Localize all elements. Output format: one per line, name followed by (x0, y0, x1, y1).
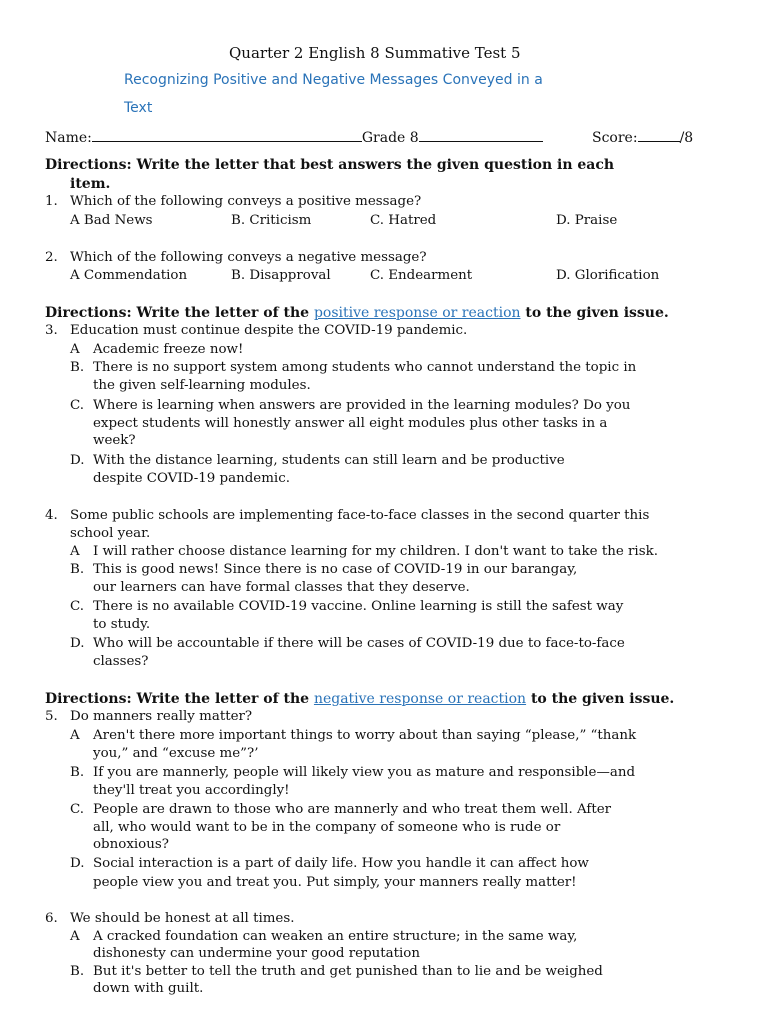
question-6-choice-a-line1: A cracked foundation can weaken an entire structure; in the same way, (93, 929, 578, 944)
question-5-choice-c-line1: People are drawn to those who are mannerly and who treat them well. After (93, 802, 612, 817)
question-4-text-line1: Some public schools are implementing face-to-face classes in the second quarter this (70, 508, 650, 523)
directions-1-line2: item. (70, 176, 111, 192)
name-label: Name: (45, 130, 92, 146)
lesson-title-line2: Text (124, 100, 153, 116)
question-3-choice-a: Academic freeze now! (93, 342, 244, 357)
question-3-choice-c-letter: C. (70, 398, 85, 413)
question-4-choice-d-line1: Who will be accountable if there will be cases of COVID-19 due to face-to-face (93, 636, 625, 651)
question-4-choice-c-line1: There is no available COVID-19 vaccine. Online learning is still the safest way (93, 599, 624, 614)
directions-3-post: to the given issue. (526, 691, 675, 707)
test-title: Quarter 2 English 8 Summative Test 5 (229, 44, 521, 62)
question-3-choice-b-line2: the given self-learning modules. (93, 378, 311, 393)
question-1-option-b: B. Criticism (231, 213, 312, 228)
question-5-choice-a-line2: you,” and “excuse me”?’ (93, 746, 259, 761)
question-4-choice-b-line2: our learners can have formal classes that they deserve. (93, 580, 470, 595)
question-1-option-d: D. Praise (556, 213, 618, 228)
question-4-choice-b-line1: This is good news! Since there is no case of COVID-19 in our barangay, (93, 562, 578, 577)
question-4-choice-a-letter: A (70, 544, 80, 559)
directions-1-line1: Directions: Write the letter that best answers the given question in each (45, 157, 615, 173)
question-6-choice-b-line1: But it's better to tell the truth and get punished than to lie and be weighed (93, 964, 603, 979)
question-3-choice-d-line1: With the distance learning, students can still learn and be productive (93, 453, 565, 468)
negative-response-link[interactable]: negative response or reaction (313, 691, 527, 707)
question-4-choice-a: I will rather choose distance learning for my children. I don't want to take the risk. (93, 544, 658, 559)
question-3-choice-c-line1: Where is learning when answers are provided in the learning modules? Do you (93, 398, 631, 413)
question-2-option-b: B. Disapproval (231, 268, 331, 283)
question-4-text-line2: school year. (70, 526, 151, 541)
question-3-choice-c-line3: week? (93, 433, 136, 448)
directions-2 (45, 304, 669, 322)
question-6-choice-a-letter: A (70, 929, 80, 944)
question-3-number: 3. (45, 323, 58, 338)
student-info-line (45, 129, 543, 147)
question-5-number: 5. (45, 709, 58, 724)
question-4-number: 4. (45, 508, 58, 523)
question-6-choice-b-line2: down with guilt. (93, 981, 204, 996)
question-6-choice-a-line2: dishonesty can undermine your good reputation (93, 946, 420, 961)
directions-2-post: to the given issue. (520, 305, 669, 321)
question-3-text: Education must continue despite the COVID-19 pandemic. (70, 323, 468, 338)
question-5-choice-c-letter: C. (70, 802, 85, 817)
question-2-option-c: C. Endearment (370, 268, 473, 283)
question-6-number: 6. (45, 911, 58, 926)
name-blank (92, 129, 362, 142)
question-6-text: We should be honest at all times. (70, 911, 295, 926)
directions-3-pre: Directions: Write the letter of the (45, 691, 314, 707)
score-total: /8 (679, 130, 694, 146)
question-4-choice-c-line2: to study. (93, 617, 151, 632)
question-4-choice-b-letter: B. (70, 562, 85, 577)
question-2-option-a: A Commendation (70, 268, 188, 283)
grade-label: Grade 8 (361, 130, 419, 146)
question-5-choice-d-line1: Social interaction is a part of daily life. How you handle it can affect how (93, 856, 589, 871)
question-2-number: 2. (45, 250, 58, 265)
question-3-choice-a-letter: A (70, 342, 80, 357)
question-3-choice-d-line2: despite COVID-19 pandemic. (93, 471, 290, 486)
question-1-text: Which of the following conveys a positive message? (70, 194, 422, 209)
question-2-text: Which of the following conveys a negative message? (70, 250, 427, 265)
question-1-number: 1. (45, 194, 58, 209)
directions-2-pre: Directions: Write the letter of the (45, 305, 314, 321)
directions-3 (45, 690, 674, 708)
question-5-choice-b-letter: B. (70, 765, 85, 780)
question-1-option-a: A Bad News (70, 213, 153, 228)
question-4-choice-d-letter: D. (70, 636, 85, 651)
question-5-choice-c-line2: all, who would want to be in the company of someone who is rude or (93, 820, 561, 835)
question-5-choice-a-line1: Aren't there more important things to worry about than saying “please,” “thank (93, 728, 637, 743)
question-5-choice-d-letter: D. (70, 856, 85, 871)
question-6-choice-b-letter: B. (70, 964, 85, 979)
question-5-choice-b-line2: they'll treat you accordingly! (93, 783, 290, 798)
question-5-choice-c-line3: obnoxious? (93, 837, 169, 852)
question-5-choice-d-line2: people view you and treat you. Put simply, your manners really matter! (93, 875, 577, 890)
question-3-choice-c-line2: expect students will honestly answer all eight modules plus other tasks in a (93, 416, 608, 431)
grade-blank (419, 129, 543, 142)
question-5-choice-b-line1: If you are mannerly, people will likely view you as mature and responsible—and (93, 765, 636, 780)
question-3-choice-d-letter: D. (70, 453, 85, 468)
question-5-text: Do manners really matter? (70, 709, 253, 724)
question-1-option-c: C. Hatred (370, 213, 437, 228)
score-blank (638, 129, 680, 142)
score-label: Score: (592, 130, 638, 146)
question-5-choice-a-letter: A (70, 728, 80, 743)
question-2-option-d: D. Glorification (556, 268, 660, 283)
score-field (592, 129, 693, 147)
positive-response-link[interactable]: positive response or reaction (313, 305, 521, 321)
question-3-choice-b-line1: There is no support system among students who cannot understand the topic in (93, 360, 637, 375)
question-4-choice-d-line2: classes? (93, 654, 149, 669)
question-3-choice-b-letter: B. (70, 360, 85, 375)
lesson-title-line1: Recognizing Positive and Negative Messages Conveyed in a (124, 72, 543, 88)
question-4-choice-c-letter: C. (70, 599, 85, 614)
